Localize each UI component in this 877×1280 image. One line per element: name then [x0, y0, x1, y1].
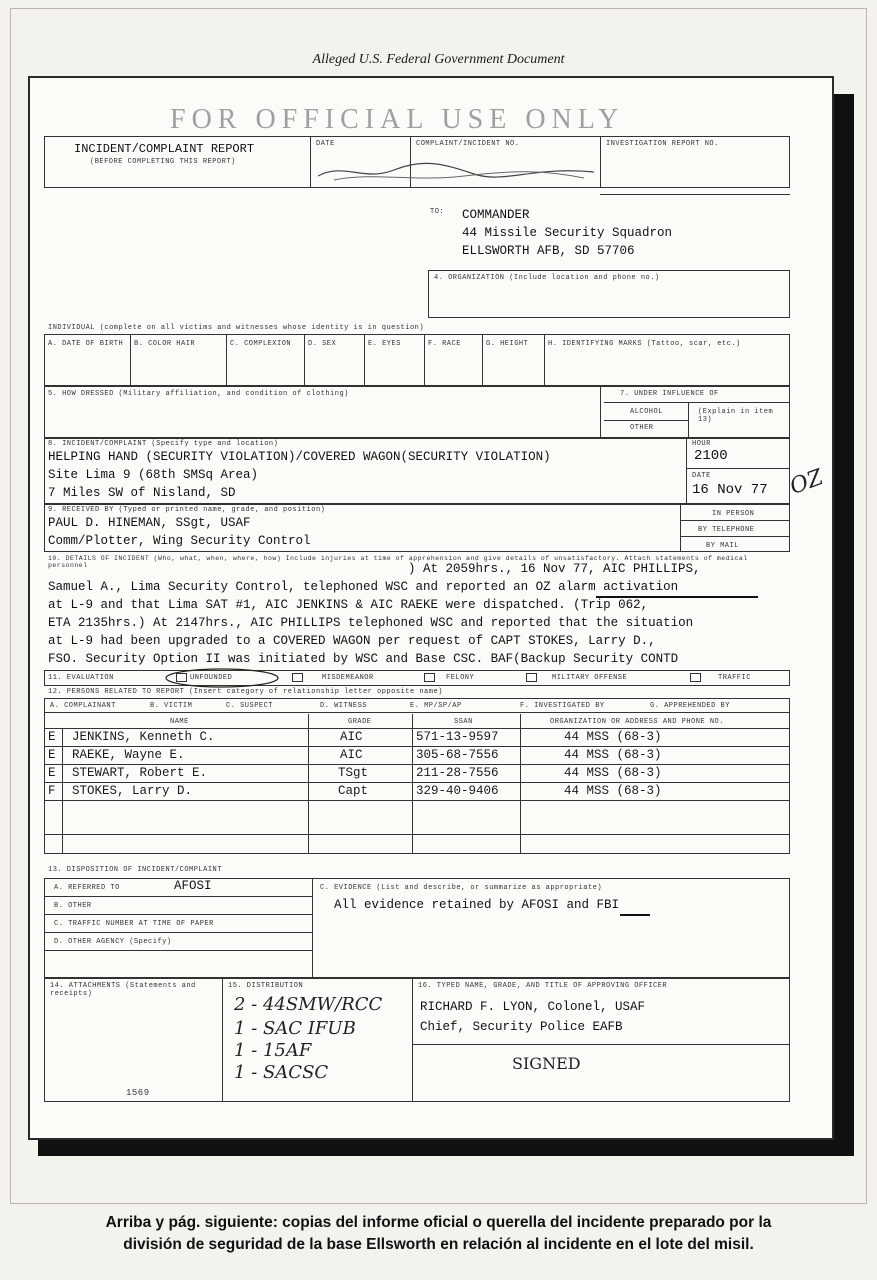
- referred-value: AFOSI: [174, 879, 212, 893]
- table-row: E JENKINS, Kenneth C. AIC 571-13-9597 44 MSS (68-3): [48, 730, 662, 744]
- cat-e: E. MP/SP/AP: [410, 702, 462, 710]
- disp-row-1: B. OTHER: [54, 902, 92, 910]
- fbi-underline: [620, 914, 650, 916]
- eval-traffic: TRAFFIC: [718, 674, 751, 682]
- received-label: 9. RECEIVED BY (Typed or printed name, grade, and position): [48, 506, 326, 514]
- evaluation-box: [44, 670, 790, 686]
- date2-label: DATE: [692, 472, 711, 480]
- eval-military: MILITARY OFFENSE: [552, 674, 628, 682]
- disp-row-2: C. TRAFFIC NUMBER AT TIME OF PAPER: [54, 920, 214, 928]
- date2-value: 16 Nov 77: [692, 482, 768, 498]
- eval-check-traffic: [690, 673, 701, 682]
- details-line-1: ) At 2059hrs., 16 Nov 77, AIC PHILLIPS,: [408, 562, 701, 576]
- incident-line-1: HELPING HAND (SECURITY VIOLATION)/COVERED WAGON(SECURITY VIOLATION): [48, 450, 551, 464]
- header-caption: Alleged U.S. Federal Government Document: [312, 52, 565, 67]
- received-line-1: PAUL D. HINEMAN, SSgt, USAF: [48, 516, 251, 530]
- phys-col-d: D. SEX: [308, 340, 337, 348]
- dressed-label: 5. HOW DRESSED (Military affiliation, and condition of clothing): [48, 390, 349, 398]
- signed-text: SIGNED: [512, 1054, 581, 1073]
- method-in-person: IN PERSON: [712, 510, 755, 518]
- disp-row-3: D. OTHER AGENCY (Specify): [54, 938, 172, 946]
- hdr-org: ORGANIZATION OR ADDRESS AND PHONE NO.: [550, 718, 724, 726]
- signature-label: 16. TYPED NAME, GRADE, AND TITLE OF APPROVING OFFICER: [418, 982, 668, 990]
- other-label: OTHER: [630, 424, 654, 432]
- cat-d: D. WITNESS: [320, 702, 368, 710]
- phys-col-g: G. HEIGHT: [486, 340, 529, 348]
- investigation-label: INVESTIGATION REPORT NO.: [606, 140, 719, 148]
- received-line-2: Comm/Plotter, Wing Security Control: [48, 534, 311, 548]
- details-line-2: Samuel A., Lima Security Control, telephoned WSC and reported an OZ alarm activation: [48, 580, 679, 594]
- details-label: 10. DETAILS OF INCIDENT (Who, what, when, where, how) Include injuries at time of apprehension and give details of unsatisfactory. Attach statements of medical personnel: [48, 555, 748, 569]
- incident-line-3: 7 Miles SW of Nisland, SD: [48, 486, 236, 500]
- phys-col-f: F. RACE: [428, 340, 461, 348]
- to-line-2: 44 Missile Security Squadron: [462, 226, 673, 240]
- distribution-hand-4: 1 - SACSC: [234, 1062, 329, 1083]
- eval-check-misdemeanor: [292, 673, 303, 682]
- phys-col-h: H. IDENTIFYING MARKS (Tattoo, scar, etc.): [548, 340, 741, 348]
- phys-col-c: C. COMPLEXION: [230, 340, 292, 348]
- document-sheet: [28, 76, 834, 1140]
- explain-label: (Explain in item 13): [698, 408, 774, 424]
- cat-c: C. SUSPECT: [226, 702, 274, 710]
- eval-check-military: [526, 673, 537, 682]
- alcohol-label: ALCOHOL: [630, 408, 663, 416]
- to-label: TO:: [430, 208, 445, 216]
- organization-label: 4. ORGANIZATION (Include location and phone no.): [434, 274, 660, 282]
- details-line-5: at L-9 had been upgraded to a COVERED WAGON per request of CAPT STOKES, Larry D.,: [48, 634, 656, 648]
- hdr-name: NAME: [170, 718, 189, 726]
- to-line-1: COMMANDER: [462, 208, 530, 222]
- date-scribble: [314, 158, 604, 184]
- distribution-label: 15. DISTRIBUTION: [228, 982, 304, 990]
- margin-note: OZ: [786, 465, 827, 500]
- form-number: 1569: [126, 1088, 150, 1098]
- table-row: E STEWART, Robert E. TSgt 211-28-7556 44 MSS (68-3): [48, 766, 662, 780]
- cat-b: B. VICTIM: [150, 702, 193, 710]
- hour-value: 2100: [694, 448, 728, 464]
- form-title: INCIDENT/COMPLAINT REPORT: [74, 142, 255, 156]
- hdr-grade: GRADE: [348, 718, 372, 726]
- table-row: F STOKES, Larry D. Capt 329-40-9406 44 MSS (68-3): [48, 784, 662, 798]
- distribution-hand-2: 1 - SAC IFUB: [234, 1018, 356, 1039]
- disposition-label: 13. DISPOSITION OF INCIDENT/COMPLAINT: [48, 866, 222, 874]
- footer-caption: [0, 1212, 877, 1256]
- oz-underline: [596, 596, 758, 598]
- distribution-hand-3: 1 - 15AF: [234, 1040, 312, 1061]
- method-mail: BY MAIL: [706, 542, 739, 550]
- table-row: E RAEKE, Wayne E. AIC 305-68-7556 44 MSS (68-3): [48, 748, 662, 762]
- evidence-value: All evidence retained by AFOSI and FBI: [334, 898, 620, 912]
- attach-label: 14. ATTACHMENTS (Statements and receipts): [50, 982, 196, 998]
- signature-line-1: RICHARD F. LYON, Colonel, USAF: [420, 1000, 646, 1014]
- incident-label: 8. INCIDENT/COMPLAINT (Specify type and location): [48, 440, 279, 448]
- hour-label: HOUR: [692, 440, 711, 448]
- cat-g: G. APPREHENDED BY: [650, 702, 730, 710]
- details-line-4: ETA 2135hrs.) At 2147hrs., AIC PHILLIPS telephoned WSC and reported that the situation: [48, 616, 694, 630]
- to-line-3: ELLSWORTH AFB, SD 57706: [462, 244, 635, 258]
- official-use-stamp: FOR OFFICIAL USE ONLY: [170, 104, 625, 135]
- footer-caption-line-1: Arriba y pág. siguiente: copias del informe oficial o querella del incidente preparado por la: [105, 1214, 772, 1231]
- footer-caption-line-2: división de seguridad de la base Ellsworth en relación al incidente en el lote del misil.: [123, 1236, 754, 1253]
- eval-label: 11. EVALUATION: [48, 674, 114, 682]
- distribution-hand-1: 2 - 44SMW/RCC: [234, 994, 383, 1015]
- eval-check-felony: [424, 673, 435, 682]
- eval-misdemeanor: MISDEMEANOR: [322, 674, 374, 682]
- details-line-6: FSO. Security Option II was initiated by WSC and Base CSC. BAF(Backup Security CONTD: [48, 652, 679, 666]
- disposition-box: [44, 878, 790, 978]
- form-title-sub: (BEFORE COMPLETING THIS REPORT): [90, 158, 236, 166]
- unfounded-circle: [162, 666, 282, 690]
- incident-line-2: Site Lima 9 (68th SMSq Area): [48, 468, 259, 482]
- phys-col-a: A. DATE OF BIRTH: [48, 340, 124, 348]
- referred-label: A. REFERRED TO: [54, 884, 120, 892]
- evidence-label: C. EVIDENCE (List and describe, or summarize as appropriate): [320, 884, 603, 892]
- cat-f: F. INVESTIGATED BY: [520, 702, 605, 710]
- influence-label: 7. UNDER INFLUENCE OF: [620, 390, 719, 398]
- details-line-3: at L-9 and that Lima SAT #1, AIC JENKINS & AIC RAEKE were dispatched. (Trip 062,: [48, 598, 649, 612]
- cat-a: A. COMPLAINANT: [50, 702, 116, 710]
- signature-line-2: Chief, Security Police EAFB: [420, 1020, 623, 1034]
- date-label: DATE: [316, 140, 335, 148]
- persons-label: 12. PERSONS RELATED TO REPORT (Insert category of relationship letter opposite name): [48, 688, 443, 696]
- hdr-ssan: SSAN: [454, 718, 473, 726]
- phys-col-b: B. COLOR HAIR: [134, 340, 196, 348]
- physical-label: INDIVIDUAL (complete on all victims and witnesses whose identity is in question): [48, 324, 425, 332]
- method-telephone: BY TELEPHONE: [698, 526, 755, 534]
- control-label: COMPLAINT/INCIDENT NO.: [416, 140, 520, 148]
- eval-felony: FELONY: [446, 674, 475, 682]
- eval-unfounded: UNFOUNDED: [190, 674, 233, 682]
- phys-col-e: E. EYES: [368, 340, 401, 348]
